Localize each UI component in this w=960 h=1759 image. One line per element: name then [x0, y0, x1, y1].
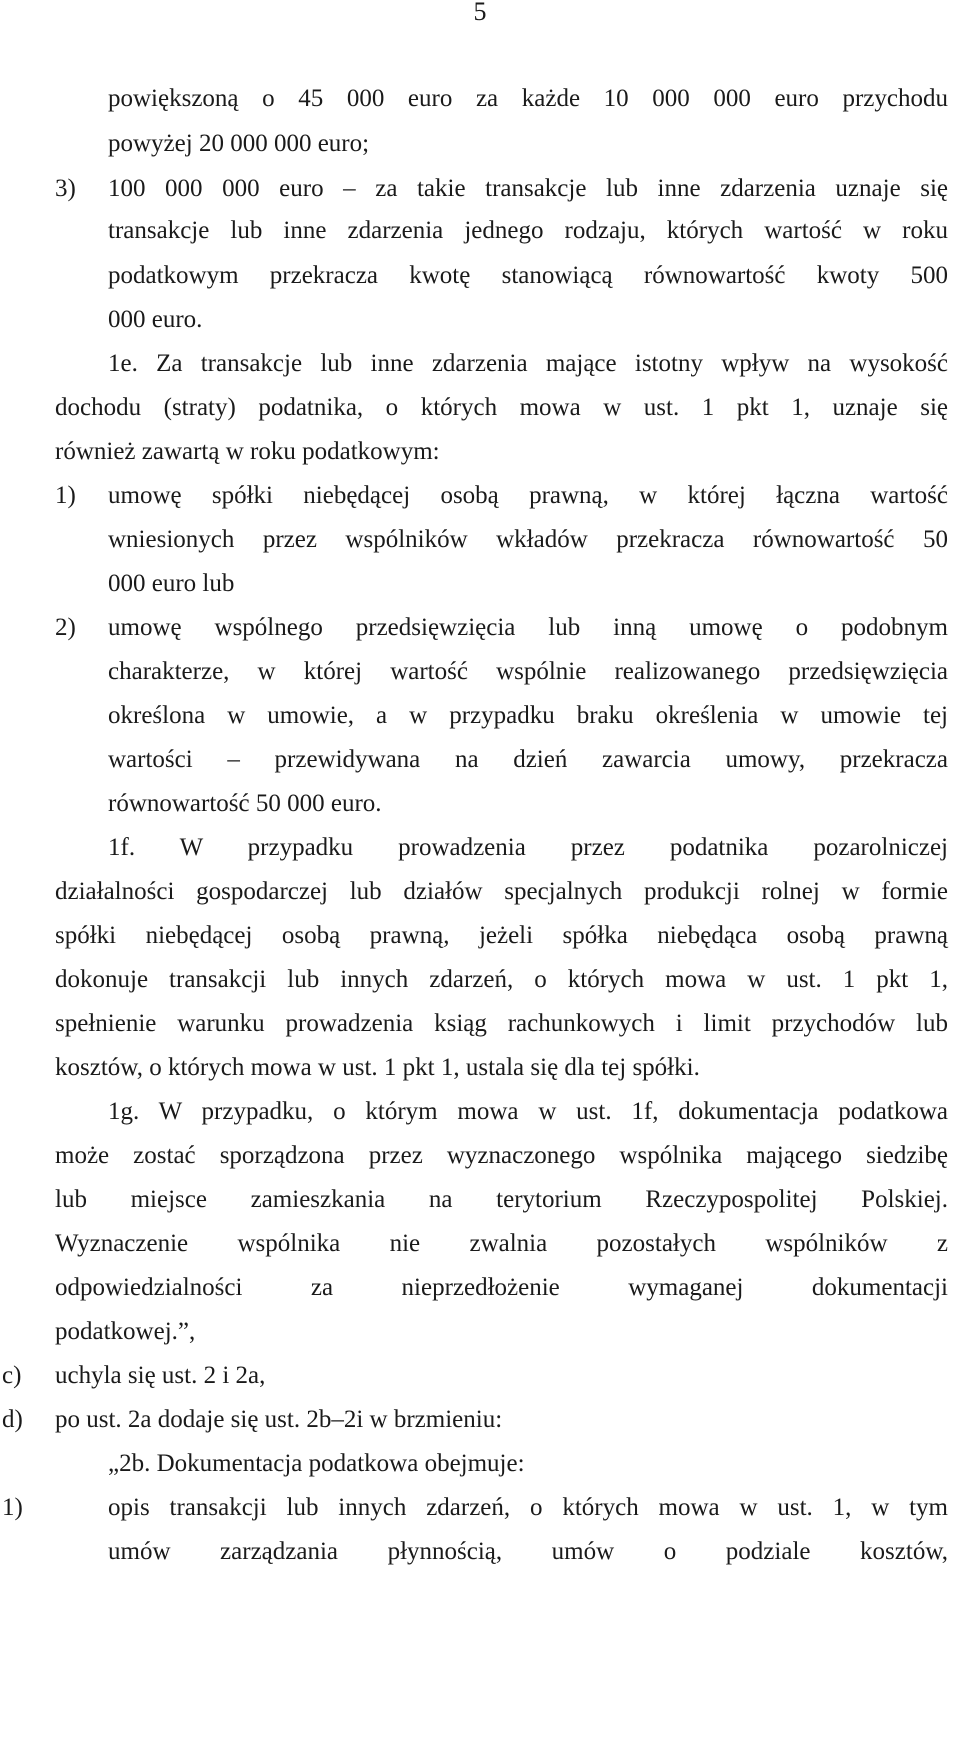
page-number: 5	[473, 0, 487, 26]
